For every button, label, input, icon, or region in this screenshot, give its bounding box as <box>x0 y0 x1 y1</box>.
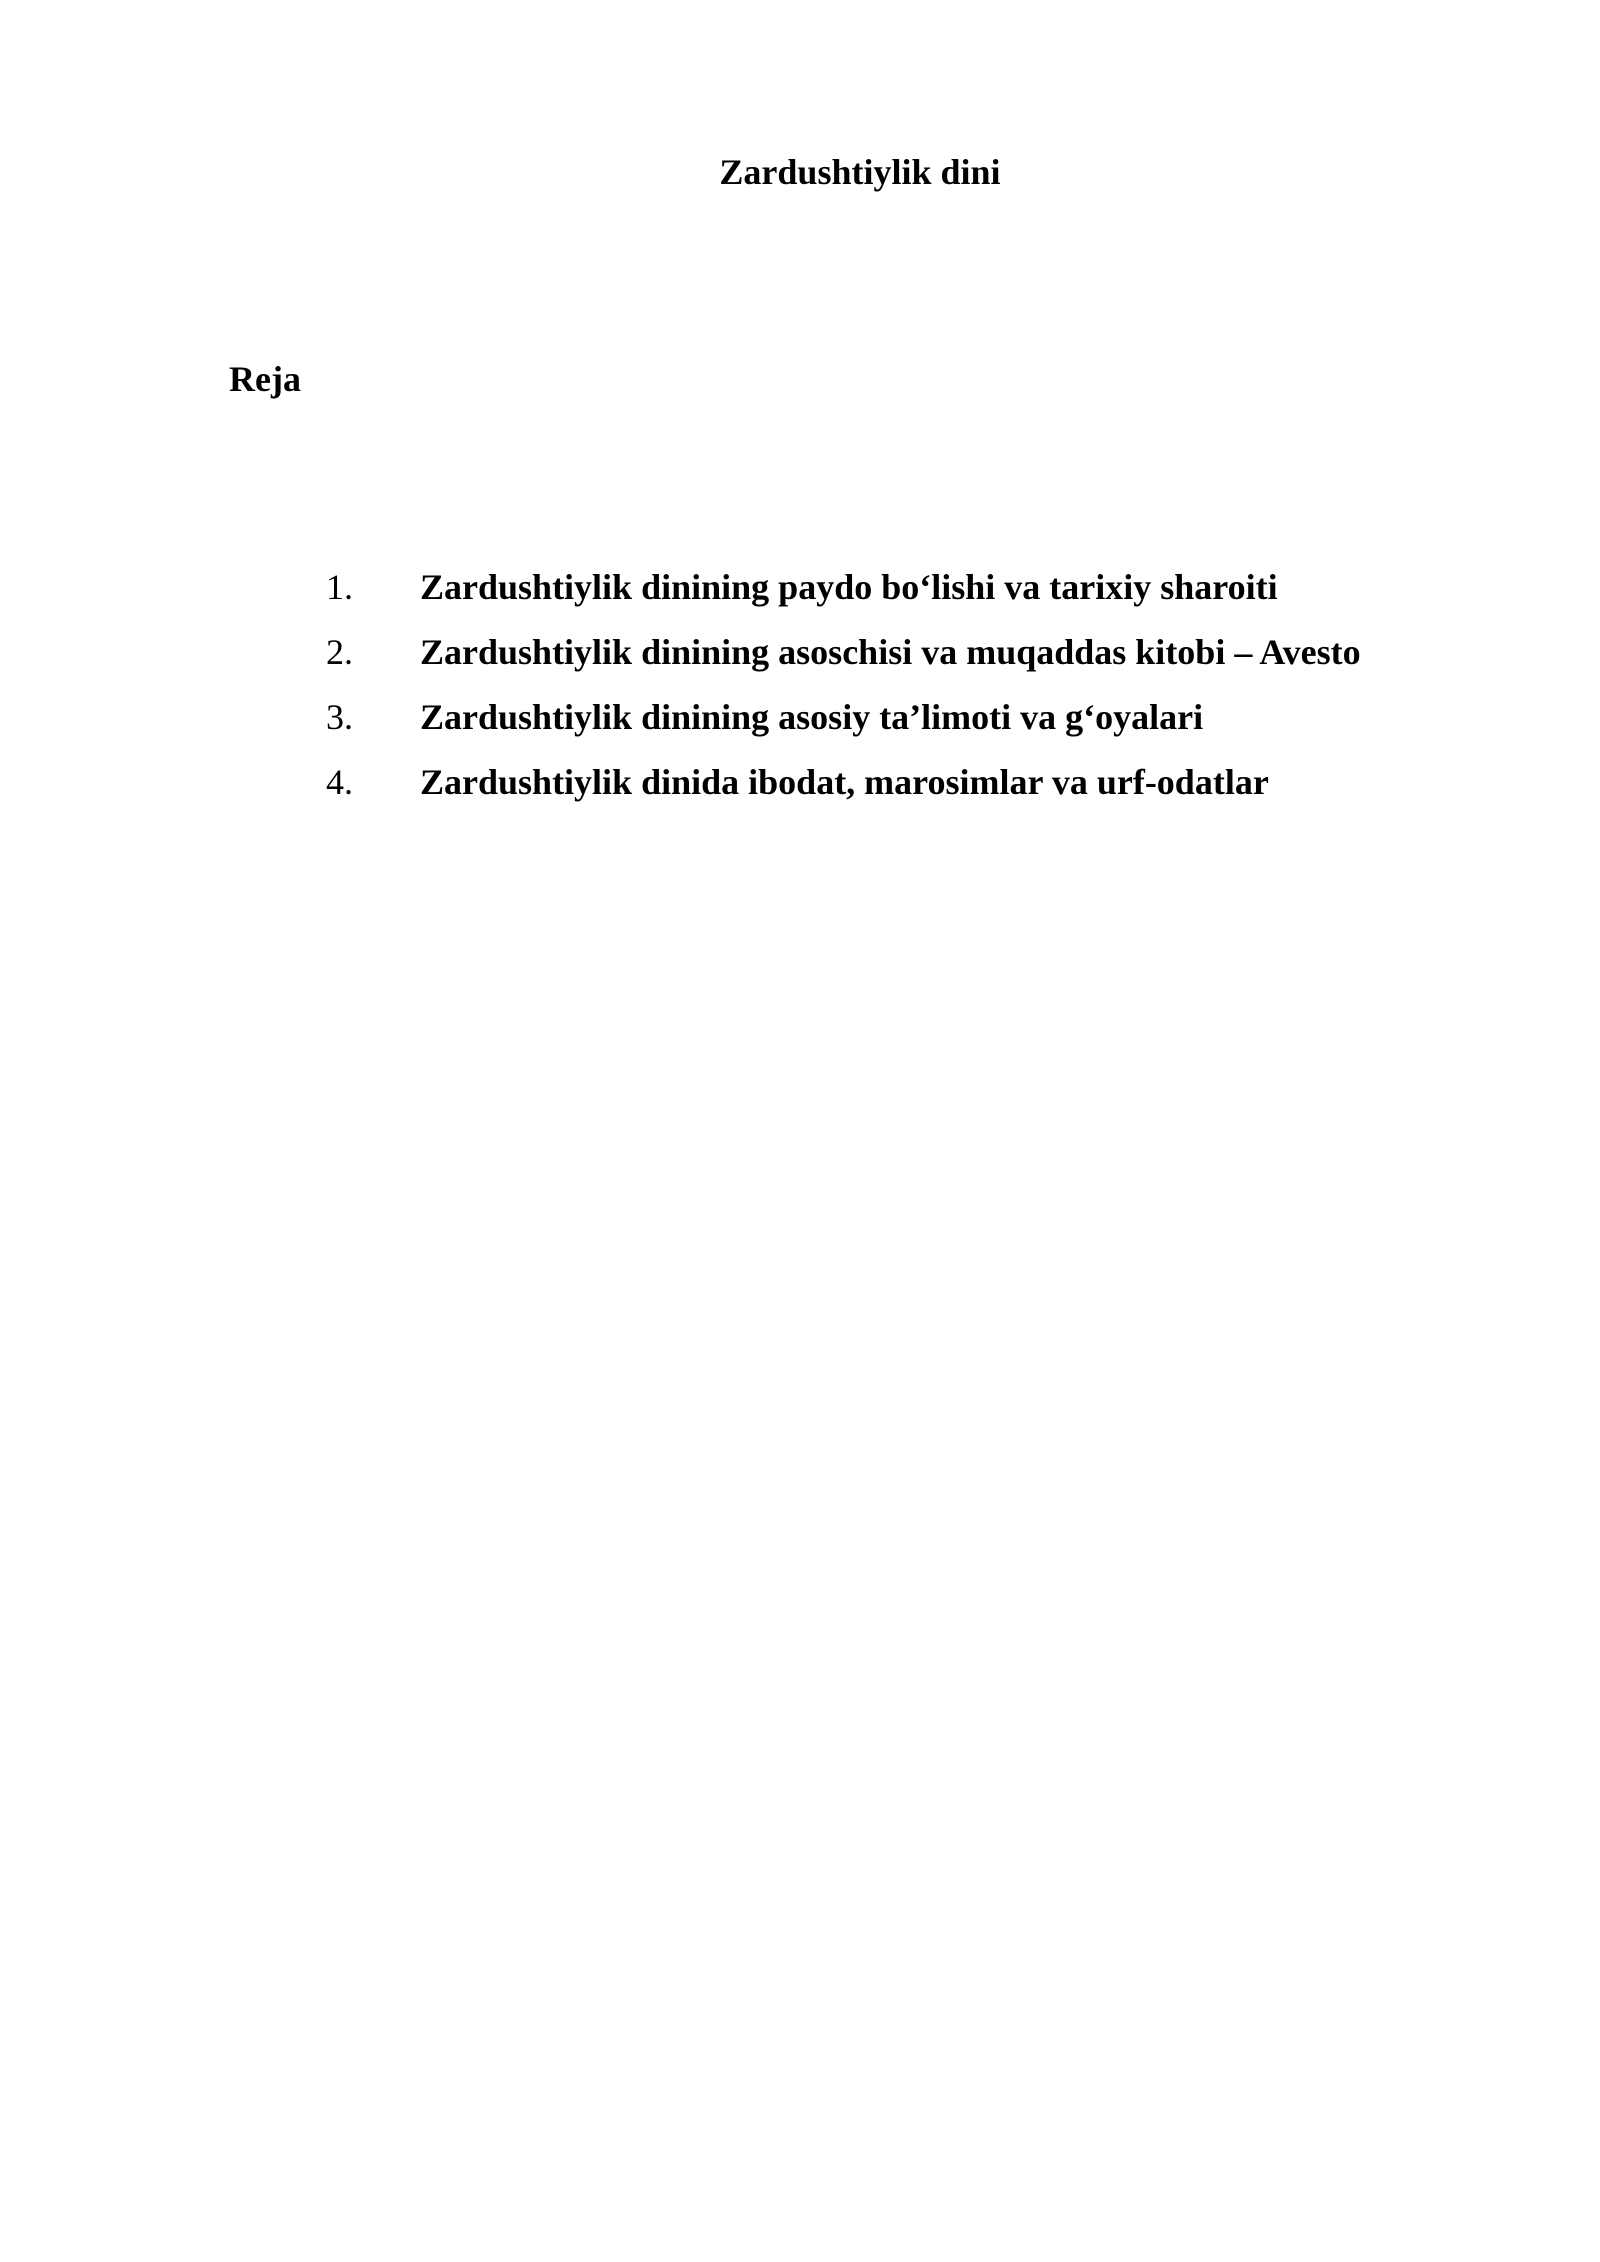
list-item-text: Zardushtiylik dinining asosiy ta’limoti va g‘oyalari <box>420 697 1204 737</box>
list-item <box>0 562 1600 627</box>
list-item <box>0 692 1600 757</box>
list-item-number: 2. <box>326 632 353 672</box>
list-item-text: Zardushtiylik dinida ibodat, marosimlar va urf-odatlar <box>420 762 1269 802</box>
section-heading: Reja <box>229 359 301 399</box>
list-item-number: 4. <box>326 762 353 802</box>
page-title: Zardushtiylik dini <box>719 152 1001 192</box>
list-item-number: 3. <box>326 697 353 737</box>
list-item-text: Zardushtiylik dinining paydo bo‘lishi va tarixiy sharoiti <box>420 567 1278 607</box>
list-item <box>0 757 1600 822</box>
list-item-number: 1. <box>326 567 353 607</box>
list-item-text: Zardushtiylik dinining asoschisi va muqaddas kitobi – Avesto <box>420 632 1361 672</box>
plan-list <box>0 562 1600 822</box>
list-item <box>0 627 1600 692</box>
